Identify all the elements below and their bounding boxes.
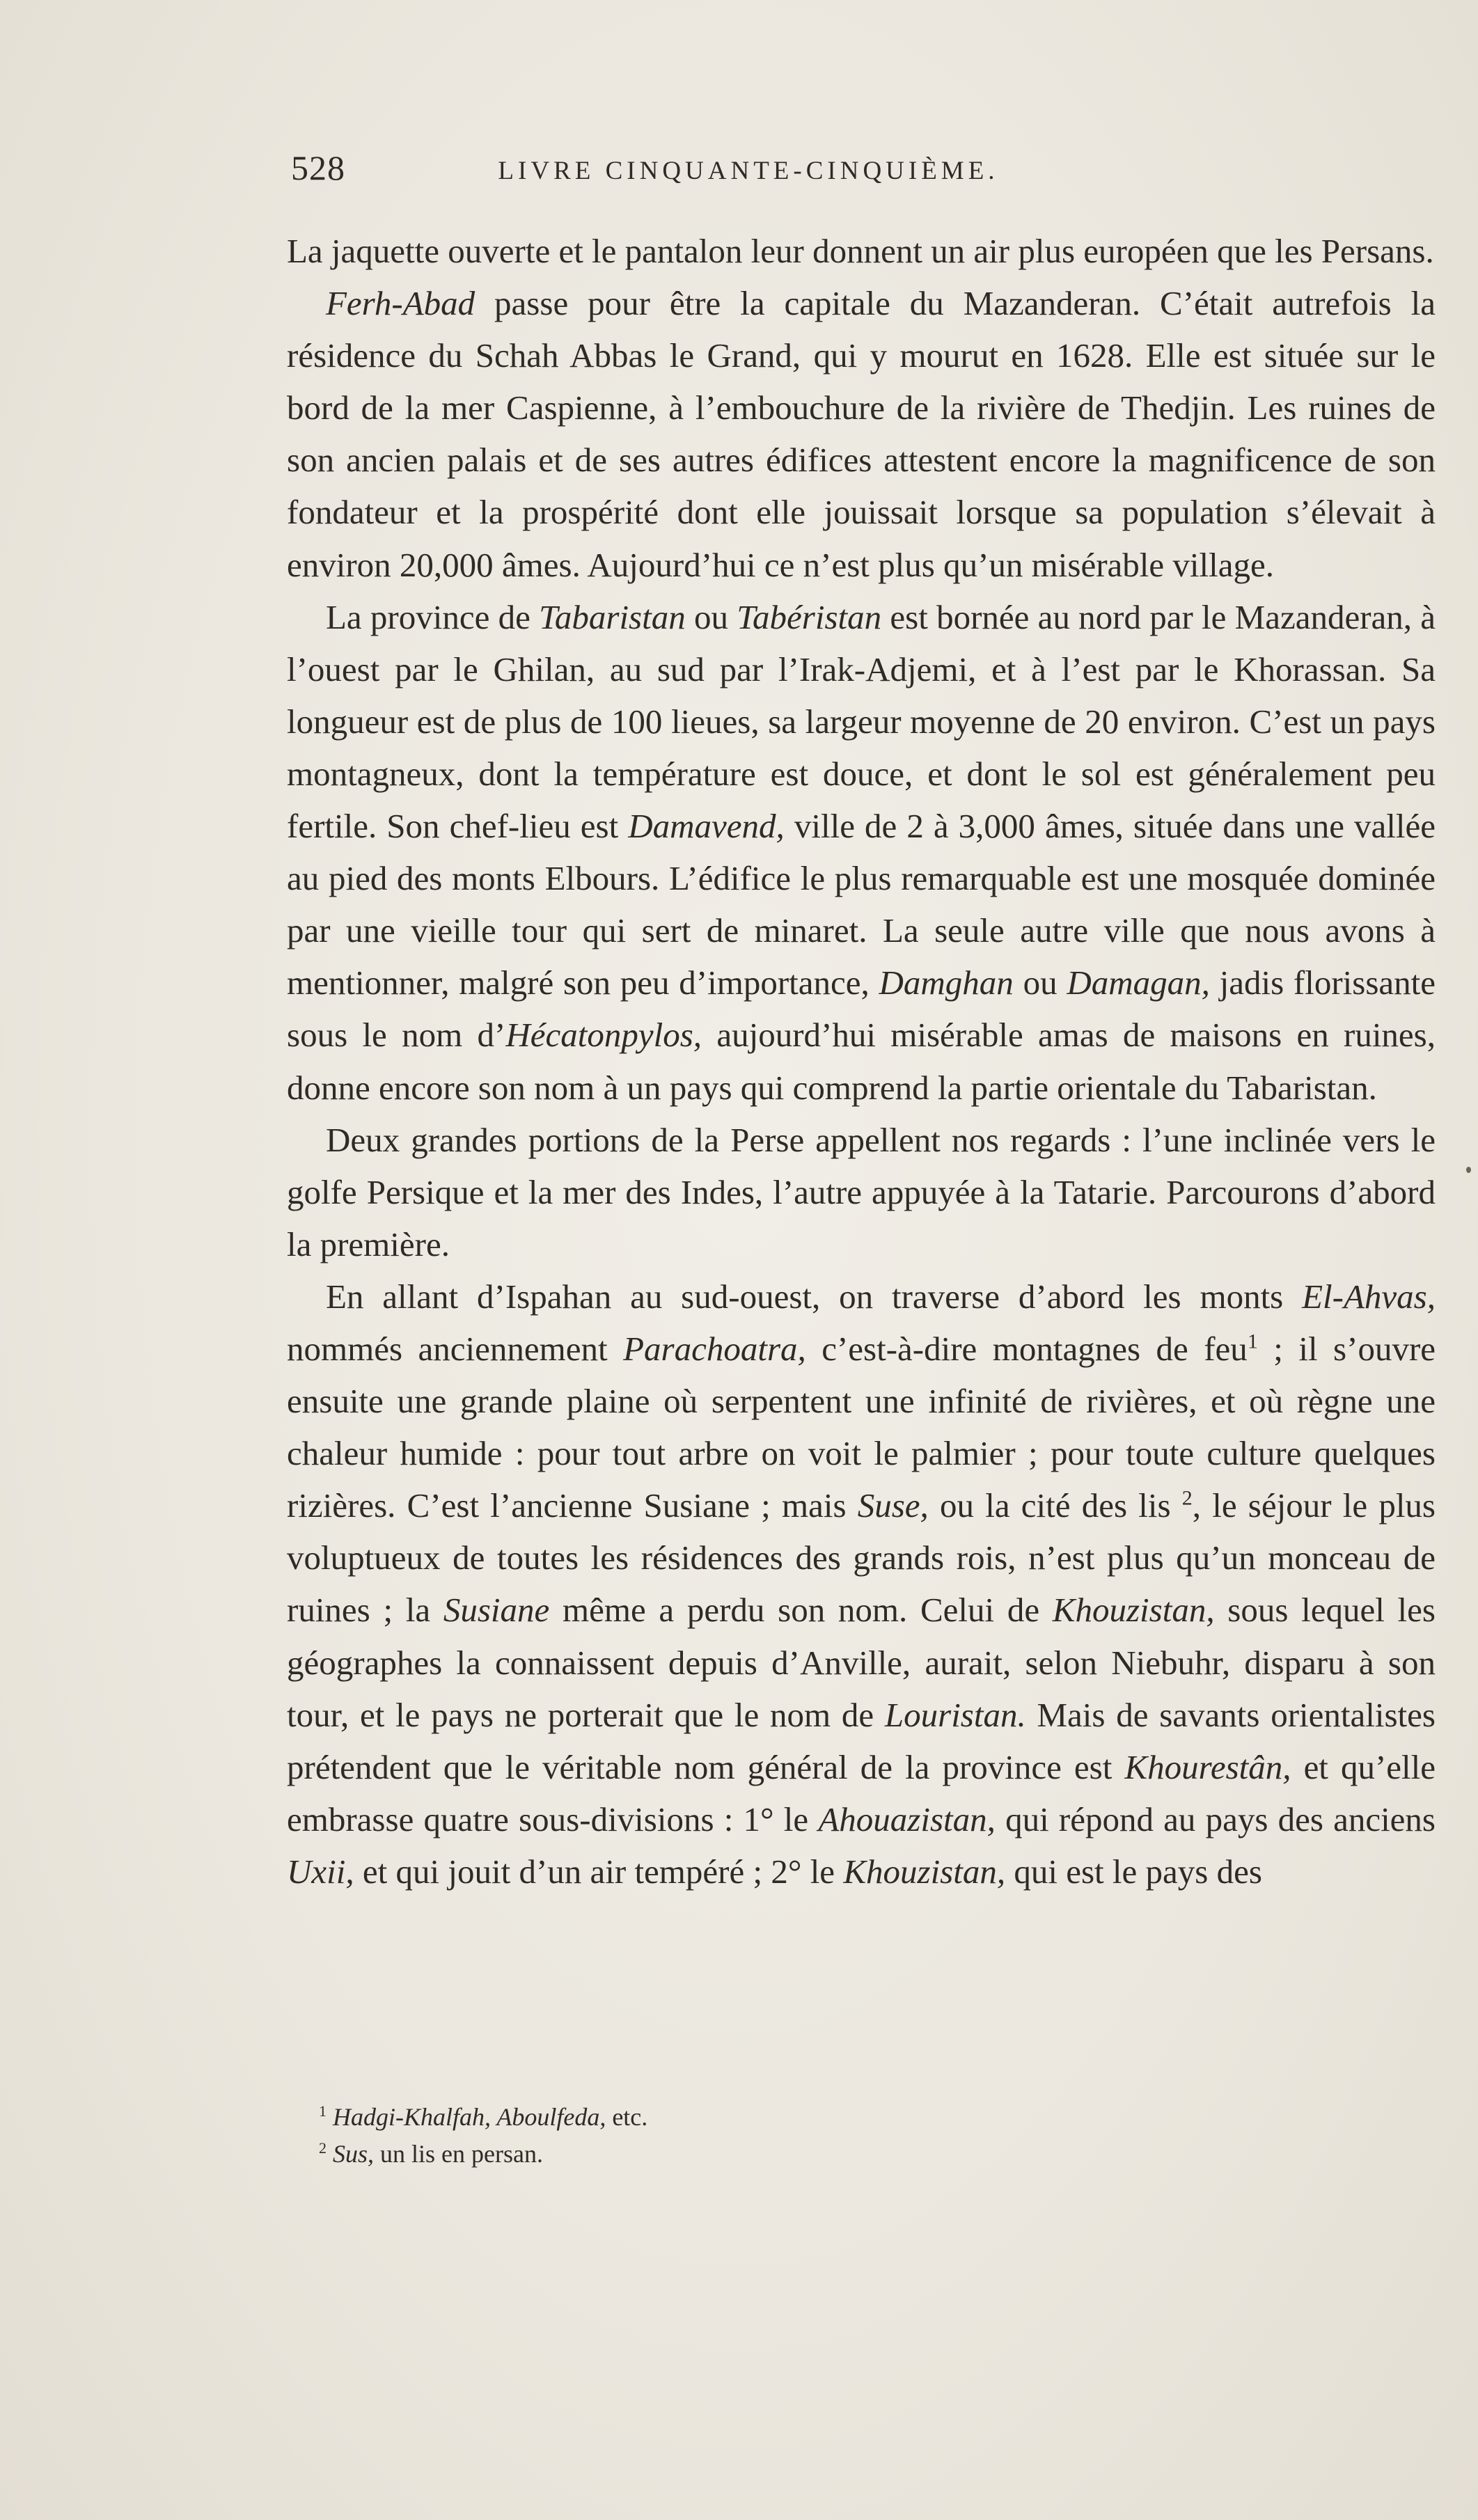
place-name: Khouzistan, (843, 1852, 1006, 1891)
footnote-2 (319, 2136, 1363, 2173)
paragraph-text: nommés anciennement (287, 1329, 624, 1368)
place-name: Damagan, (1067, 963, 1210, 1002)
paragraph-text: En allant d’Ispahan au sud-ouest, on traverse d’abord les monts (326, 1277, 1303, 1316)
place-name: Suse, (857, 1486, 929, 1525)
place-name: El-Ahvas, (1302, 1277, 1436, 1316)
paragraph-3 (287, 591, 1436, 1114)
paragraph-text: jadis florissante sous le nom d’ (287, 963, 1436, 1055)
body-text (287, 225, 1436, 1898)
paragraph-text: ou (1013, 963, 1067, 1002)
chapter-title: LIVRE CINQUANTE-CINQUIÈME. (498, 157, 999, 185)
place-name: Khourestân, (1124, 1747, 1291, 1786)
running-head (285, 148, 1434, 189)
ink-speck (1466, 1167, 1471, 1173)
footnote-1 (319, 2099, 1363, 2136)
footnote-suffix: un lis en persan. (374, 2140, 543, 2168)
footnote-ref[interactable]: 1 (1247, 1330, 1258, 1353)
paragraph-text: qui répond au pays des anciens (995, 1800, 1436, 1838)
footnotes (319, 2099, 1363, 2173)
footnote-source: Sus, (333, 2140, 375, 2168)
paragraph-text: ; il s’ouvre ensuite une grande plaine où serpentent une infinité de rivières, et où règne une chaleur humide : pour tout arbre on voit le palmier ; pour toute culture quelques rizières. C’est l’ancienne Susiane ; mais (287, 1329, 1436, 1525)
paragraph-4: Deux grandes portions de la Perse appellent nos regards : l’une inclinée vers le golfe Persique et la mer des Indes, l’autre appuyée à la Tatarie. Parcourons d’abord la première. (287, 1120, 1436, 1263)
paragraph-text: ville de 2 à 3,000 âmes, située dans une vallée au pied des monts Elbours. L’édifice le plus remarquable est une mosquée dominée par une vieille tour qui sert de minaret. La seule autre ville que nous avons à mentionner, malgré son peu d’importance, (287, 807, 1436, 1002)
paragraph-text: Mais de savants orientalistes prétendent que le véritable nom général de la province est (287, 1695, 1436, 1786)
paragraph-text: ou la cité des lis (928, 1486, 1182, 1525)
place-name: Tabéristan (737, 597, 882, 636)
place-name: Ferh-Abad (326, 284, 475, 323)
paragraph-text: passe pour être la capitale du Mazanderan. C’était autrefois la résidence du Schah Abbas le Grand, qui y mourut en 1628. Elle est située sur le bord de la mer Caspienne, à l’embouchure de la rivière de Thedjin. Les ruines de son ancien palais et de ses autres édifices attestent encore la magnificence de son fondateur et la prospérité dont elle jouissait lorsque sa population s’élevait à environ 20,000 âmes. Aujourd’hui ce n’est plus qu’un misérable village. (287, 284, 1436, 584)
paragraph-text: est bornée au nord par le Mazanderan, à l’ouest par le Ghilan, au sud par l’Irak-Adjemi, et à l’est par le Khorassan. Sa longueur est de plus de 100 lieues, sa largeur moyenne de 20 environ. C’est un pays montagneux, dont la température est douce, et dont le sol est généralement peu fertile. Son chef-lieu est (287, 597, 1436, 846)
paragraph-text: et qu’elle embrasse quatre sous-divisions : 1° le (287, 1747, 1436, 1838)
paragraph-text: même a perdu son nom. Celui de (549, 1591, 1053, 1630)
paragraph-text: sous lequel les géographes la connaissent depuis d’Anville, aurait, selon Niebuhr, disparu à son tour, et le pays ne porterait que le nom de (287, 1591, 1436, 1734)
footnote-ref[interactable]: 2 (1181, 1486, 1193, 1510)
page-number: 528 (291, 148, 345, 187)
paragraph-2 (287, 277, 1436, 591)
paragraph-text: c’est-à-dire montagnes de feu (805, 1329, 1248, 1368)
place-name: Louristan. (884, 1695, 1026, 1734)
place-name: Damghan (879, 963, 1014, 1002)
place-name: Damavend, (628, 807, 785, 846)
paragraph-text: qui est le pays des (1005, 1852, 1262, 1891)
paragraph-text: aujourd’hui misérable amas de maisons en ruines, donne encore son nom à un pays qui comprend la partie orientale du Tabaristan. (287, 1016, 1436, 1107)
place-name: Susiane (443, 1591, 550, 1630)
place-name: Hécatonpylos, (505, 1016, 702, 1055)
place-name: Ahouazistan, (818, 1800, 996, 1838)
paragraph-text: , le séjour le plus voluptueux de toutes les résidences des grands rois, n’est plus qu’un monceau de ruines ; la (287, 1486, 1436, 1630)
paragraph-text: ou (685, 597, 737, 636)
paragraph-text: et qui jouit d’un air tempéré ; 2° le (354, 1852, 844, 1891)
paragraph-1: La jaquette ouverte et le pantalon leur donnent un air plus européen que les Persans. (287, 232, 1434, 270)
place-name: Khouzistan, (1052, 1591, 1215, 1630)
place-name: Tabaristan (539, 597, 686, 636)
paragraph-5 (287, 1270, 1436, 1898)
footnote-number: 1 (319, 2102, 327, 2120)
paragraph-text: La province de (326, 597, 540, 636)
footnote-source: Hadgi-Khalfah, Aboulfeda, (333, 2103, 606, 2131)
footnote-number: 2 (319, 2139, 327, 2157)
footnote-suffix: etc. (606, 2103, 648, 2131)
place-name: Parachoatra, (623, 1329, 806, 1368)
place-name: Uxii, (287, 1852, 354, 1891)
